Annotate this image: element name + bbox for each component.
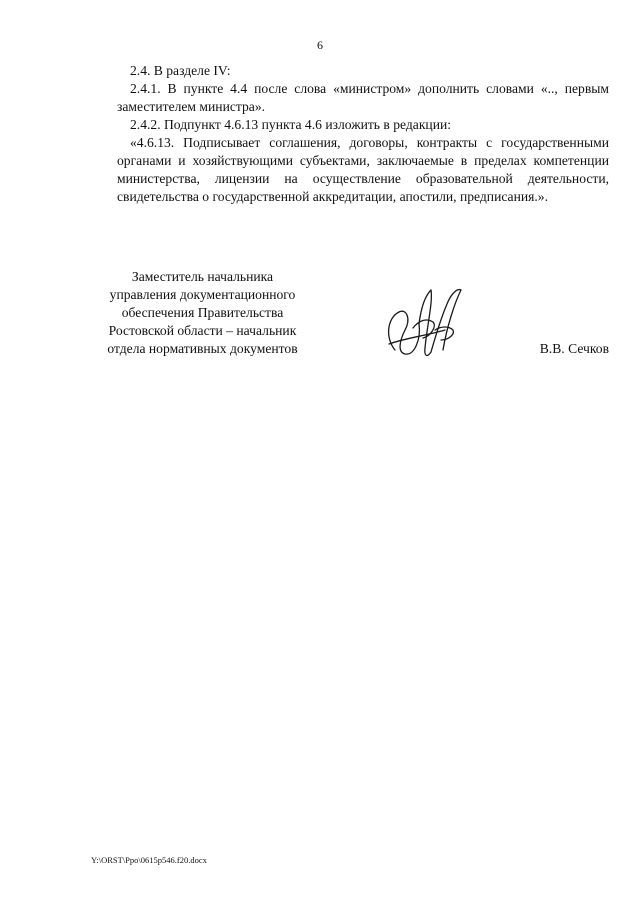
signatory-name: В.В. Сечков [539,341,609,356]
signatory-title-line: обеспечения Правительства [121,305,284,320]
signatory-title-line: Заместитель начальника [131,269,274,284]
paragraph-amendment-4-6-13: 2.4.2. Подпункт 4.6.13 пункта 4.6 изложить в редакции: [130,117,452,132]
page-number: 6 [317,38,323,52]
signatory-title-line: отдела нормативных документов [107,341,298,356]
signatory-title-line: Ростовской области – начальник [108,323,297,338]
signature-block [0,268,640,378]
signatory-title-line: управления документационного [109,287,296,302]
paragraph-section-heading: 2.4. В разделе IV: [130,63,231,78]
paragraph-new-wording: «4.6.13. Подписывает соглашения, договоры, контракты с государственными органами и хозяйствующими субъектами, заключаемые в пределах компетенции министерства, лицензии на осуществление образовательной деятельности, свидетельства о государственной аккредитации, апостили, предписания.». [117,135,609,204]
file-path-footer: Y:\ORST\Ppo\0615p546.f20.docx [91,855,207,865]
handwritten-signature [375,268,475,360]
paragraph-amendment-4-4: 2.4.1. В пункте 4.4 после слова «министром» дополнить словами «.., первым заместителем министра». [117,81,609,114]
signatory-title [95,268,310,358]
document-body [117,62,609,206]
